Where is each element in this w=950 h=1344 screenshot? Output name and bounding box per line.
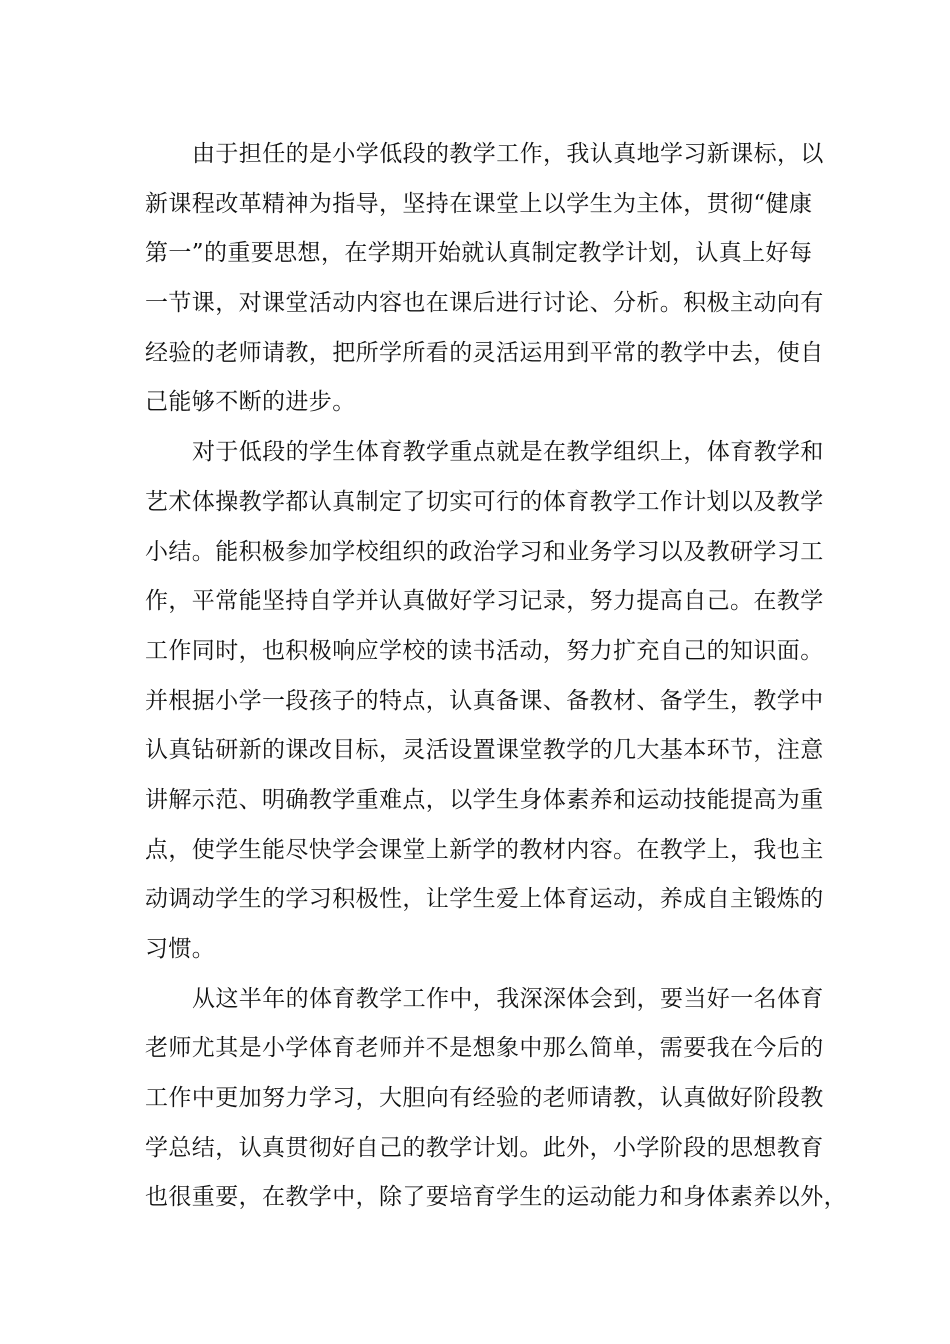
paragraph-1-line-3: 第一”的重要思想，在学期开始就认真制定教学计划，认真上好每 [145,240,813,267]
paragraph-3-line-2: 老师尤其是小学体育老师并不是想象中那么简单，需要我在今后的 [145,1035,824,1062]
paragraph-2-line-8: 讲解示范、明确教学重难点，以学生身体素养和运动技能提高为重 [145,786,824,813]
paragraph-2-line-2: 艺术体操教学都认真制定了切实可行的体育教学工作计划以及教学 [145,488,824,515]
paragraph-1-line-2: 新课程改革精神为指导，坚持在课堂上以学生为主体，贯彻“健康 [145,190,813,217]
paragraph-2-line-5: 工作同时，也积极响应学校的读书活动，努力扩充自己的知识面。 [145,637,824,664]
paragraph-1-line-6: 己能够不断的进步。 [145,389,356,416]
paragraph-3-line-4: 学总结，认真贯彻好自己的教学计划。此外，小学阶段的思想教育 [145,1134,824,1161]
paragraph-2-line-7: 认真钻研新的课改目标，灵活设置课堂教学的几大基本环节，注意 [145,737,824,764]
paragraph-1-line-1: 由于担任的是小学低段的教学工作，我认真地学习新课标，以 [192,141,824,167]
paragraph-2-line-1: 对于低段的学生体育教学重点就是在教学组织上，体育教学和 [192,439,824,466]
paragraph-2-line-6: 并根据小学一段孩子的特点，认真备课、备教材、备学生，教学中 [145,687,824,714]
paragraph-2-line-11: 习惯。 [145,936,216,962]
paragraph-3-line-3: 工作中更加努力学习，大胆向有经验的老师请教，认真做好阶段教 [145,1085,824,1112]
paragraph-1-line-4: 一节课，对课堂活动内容也在课后进行讨论、分析。积极主动向有 [145,290,824,317]
paragraph-2-line-10: 动调动学生的学习积极性，让学生爱上体育运动，养成自主锻炼的 [145,886,824,913]
paragraph-2-line-4: 作，平常能坚持自学并认真做好学习记录，努力提高自己。在教学 [145,588,824,615]
paragraph-3-line-5: 也很重要，在教学中，除了要培育学生的运动能力和身体素养以外， [145,1184,847,1211]
paragraph-3-line-1: 从这半年的体育教学工作中，我深深体会到，要当好一名体育 [192,985,824,1012]
paragraph-1-line-5: 经验的老师请教，把所学所看的灵活运用到平常的教学中去，使自 [145,339,824,366]
document-body [145,130,847,1223]
paragraph-2-line-9: 点，使学生能尽快学会课堂上新学的教材内容。在教学上，我也主 [145,836,824,863]
paragraph-2-line-3: 小结。能积极参加学校组织的政治学习和业务学习以及教研学习工 [145,538,824,565]
